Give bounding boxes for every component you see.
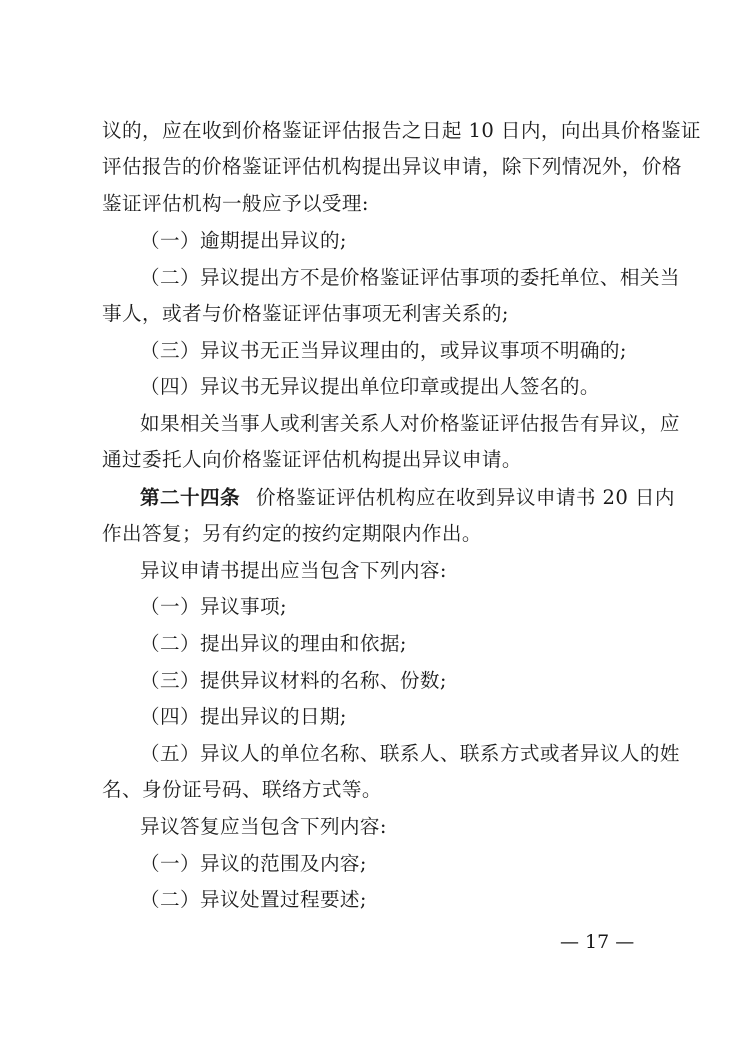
paragraph-line: 评估报告的价格鉴证评估机构提出异议申请，除下列情况外，价格 — [102, 155, 682, 178]
page-number: — 17 — — [560, 931, 635, 953]
list-item: （三）提供异议材料的名称、份数; — [140, 669, 447, 692]
list-item: （一）异议的范围及内容; — [140, 852, 367, 875]
list-item: （一）异议事项; — [140, 595, 287, 618]
paragraph-line: 名、身份证号码、联络方式等。 — [102, 778, 382, 801]
paragraph-line: 作出答复；另有约定的按约定期限内作出。 — [102, 522, 482, 545]
list-item: （一）逾期提出异议的; — [140, 229, 347, 252]
list-item: （四）提出异议的日期; — [140, 705, 347, 728]
list-item: （二）异议提出方不是价格鉴证评估事项的委托单位、相关当 — [140, 266, 680, 289]
list-item: （五）异议人的单位名称、联系人、联系方式或者异议人的姓 — [140, 742, 680, 765]
paragraph-line: 鉴证评估机构一般应予以受理: — [102, 192, 369, 215]
paragraph-line: 事人，或者与价格鉴证评估事项无利害关系的; — [102, 302, 509, 325]
list-item: （二）提出异议的理由和依据; — [140, 632, 407, 655]
list-item: （二）异议处置过程要述; — [140, 888, 367, 911]
article-heading: 第二十四条 — [140, 486, 240, 509]
list-item: （三）异议书无正当异议理由的，或异议事项不明确的; — [140, 339, 627, 362]
paragraph-line: 异议申请书提出应当包含下列内容: — [140, 559, 447, 582]
paragraph-line: 如果相关当事人或利害关系人对价格鉴证评估报告有异议，应 — [140, 412, 680, 435]
list-item: （四）异议书无异议提出单位印章或提出人签名的。 — [140, 375, 600, 398]
paragraph-line: 通过委托人向价格鉴证评估机构提出异议申请。 — [102, 448, 522, 471]
paragraph-line: 异议答复应当包含下列内容: — [140, 815, 387, 838]
article-body: 价格鉴证评估机构应在收到异议申请书 20 日内 — [255, 486, 675, 509]
article-24-line — [140, 486, 700, 510]
paragraph-line: 议的，应在收到价格鉴证评估报告之日起 10 日内，向出具价格鉴证 — [102, 119, 701, 142]
